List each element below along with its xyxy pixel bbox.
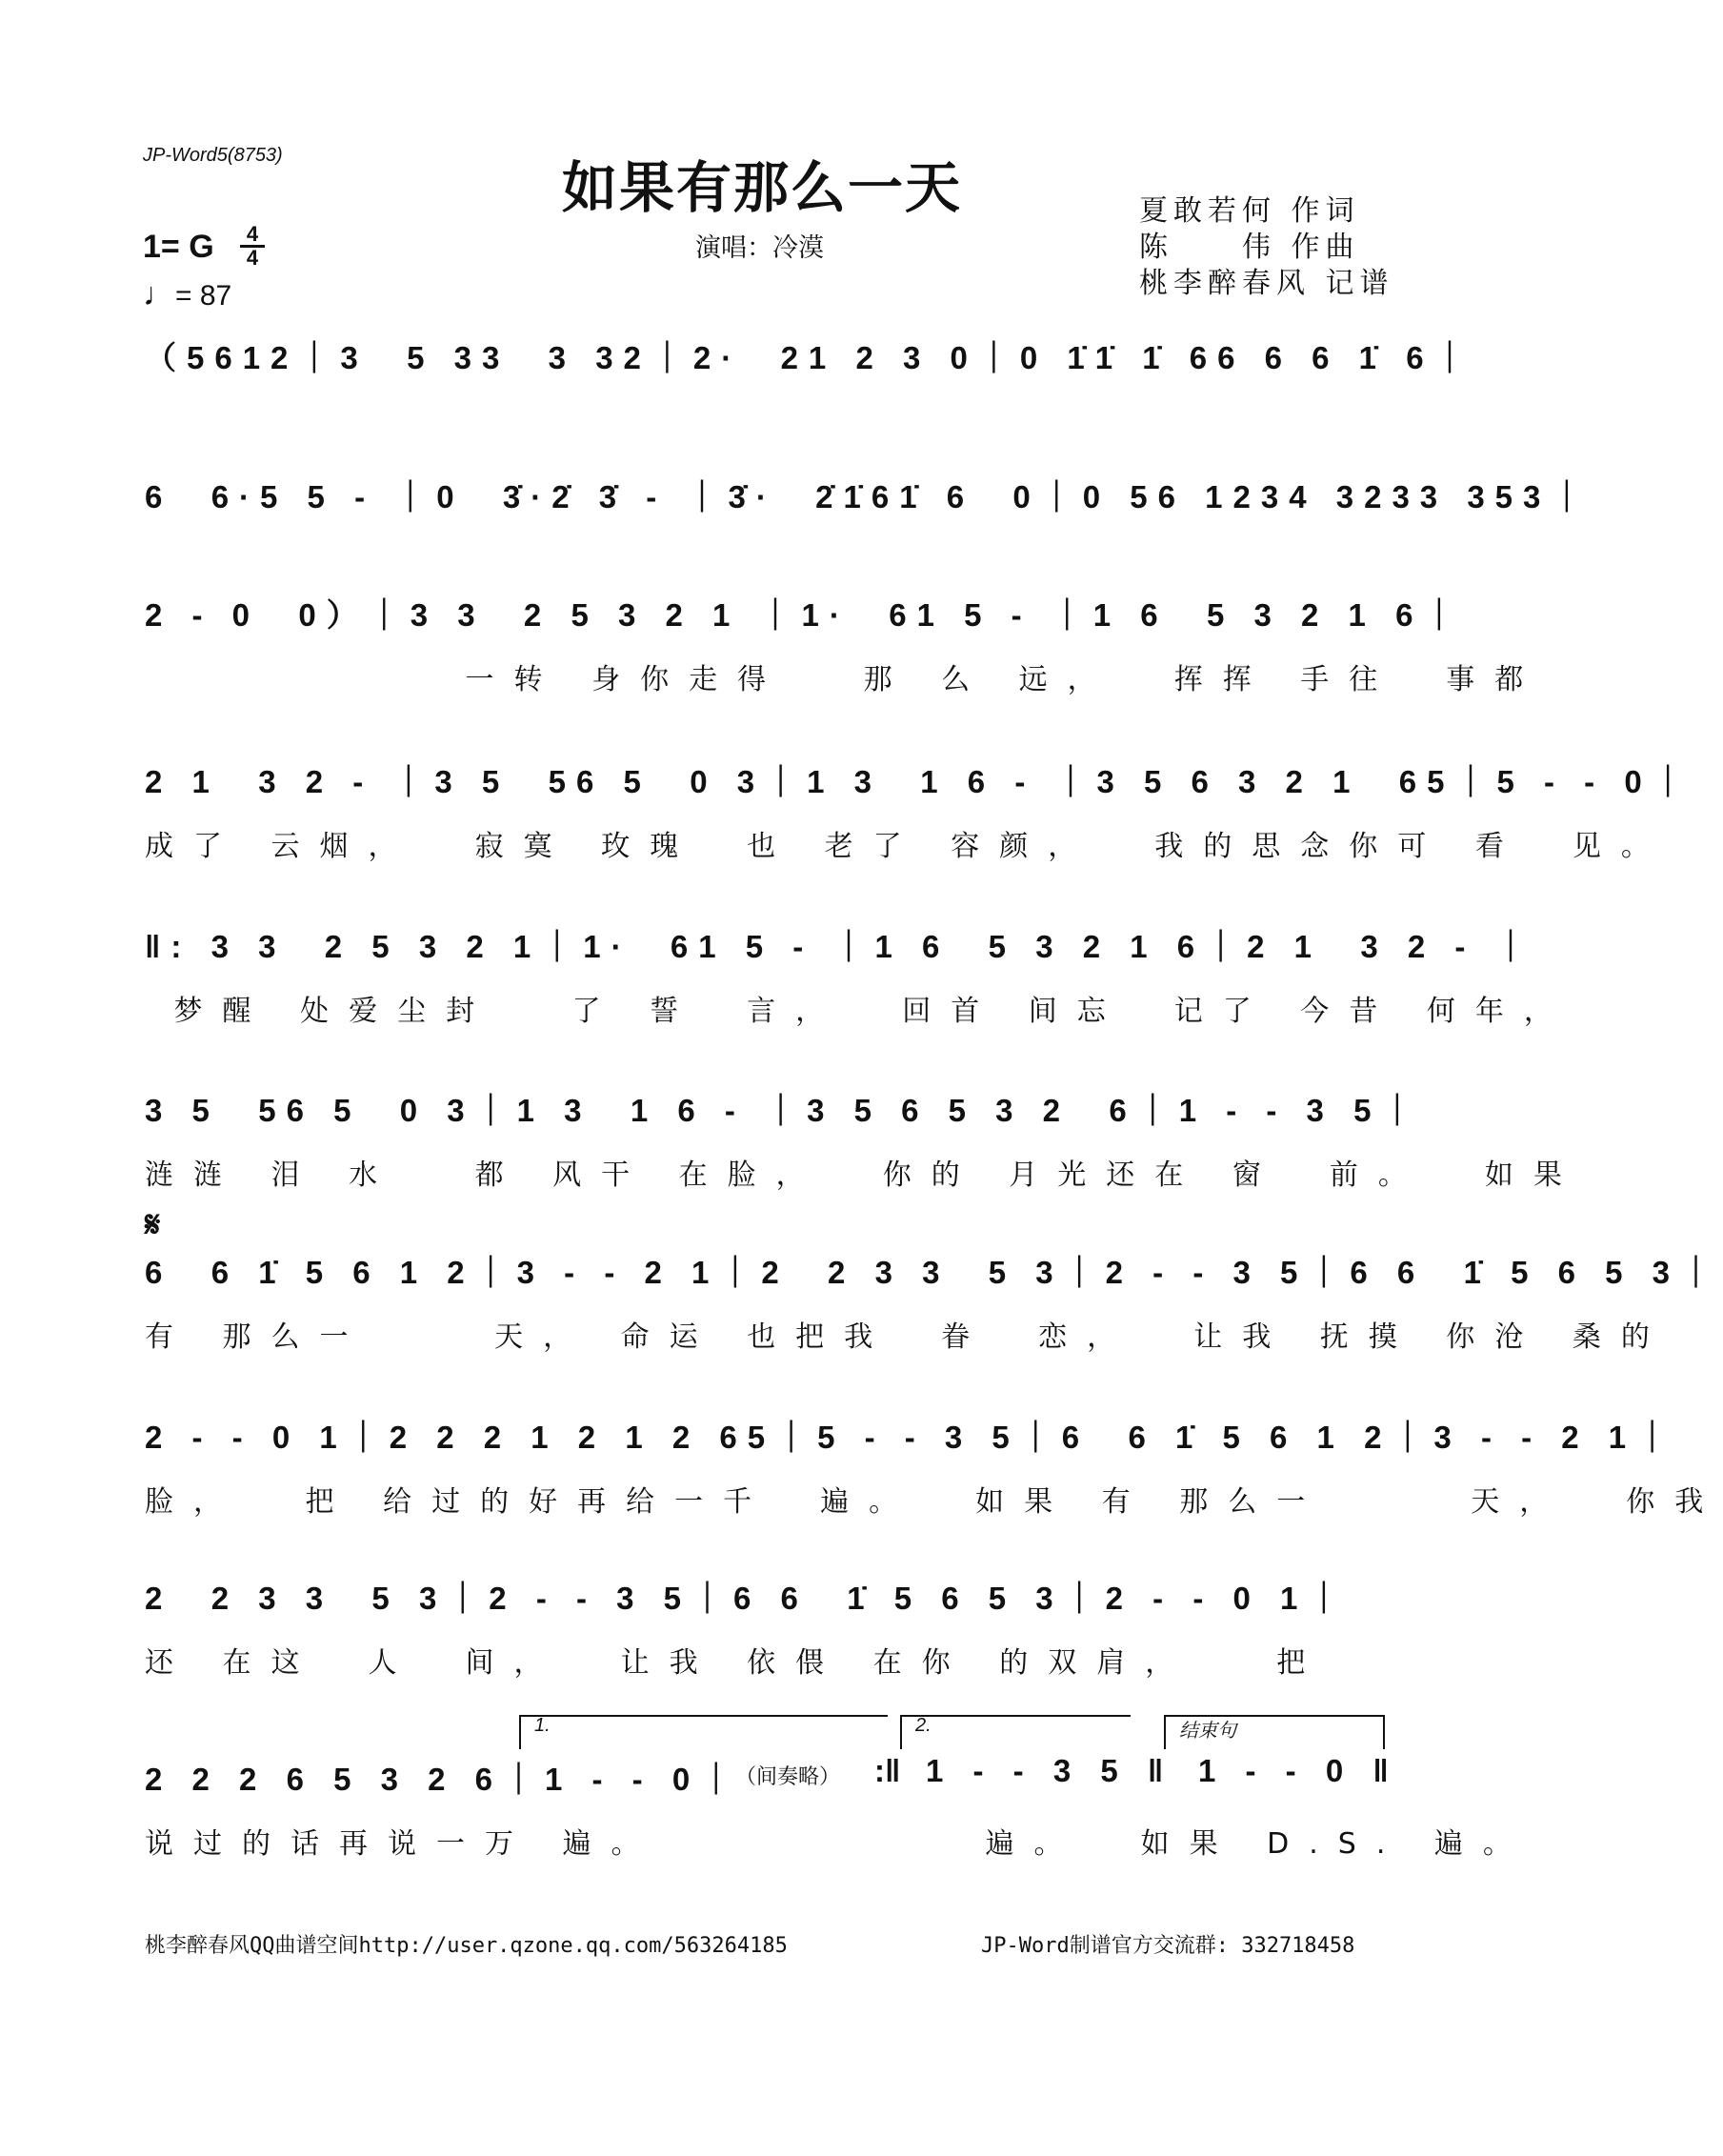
interlude-note: （间奏略）: [735, 1765, 841, 1789]
version-label: JP-Word5(8753): [143, 145, 283, 166]
tempo-value: = 87: [175, 280, 232, 312]
ending-2-notes: 1 - - 3 5 ‖: [926, 1753, 1174, 1788]
lyric-line: 梦醒 处爱尘封 了 誓 言， 回首 间忘 记了 今昔 何年，: [145, 995, 1573, 1028]
key-signature: 1= G: [143, 229, 214, 265]
notes-line: 2 - 0 0）｜3 3 2 5 3 2 1 ｜1· 61 5 - ｜1 6 5 3 2 1 6｜: [145, 597, 1466, 633]
lyric-line: 一转 身你走得 那 么 远， 挥挥 手往 事都: [145, 663, 1544, 696]
notes-line: 6 6 1̇ 5 6 1 2｜3 - - 2 1｜2 2 3 3 5 3｜2 - - 3 5｜6 6 1̇ 5 6 5 3｜: [145, 1255, 1723, 1290]
composer-credit: 陈 伟 作曲: [1139, 231, 1360, 264]
singer-label: 演唱：冷漠: [695, 233, 824, 263]
notes-line: 2 1 3 2 - ｜3 5 56 5 0 3｜1 3 1 6 - ｜3 5 6 3 2 1 65｜5 - - 0｜: [145, 764, 1694, 799]
tempo-marking: [143, 276, 231, 313]
volta-3-label: 结束句: [1179, 1721, 1236, 1742]
volta-3-bracket: [1164, 1715, 1385, 1749]
notes-line: 2 - - 0 1｜2 2 2 1 2 1 2 65｜5 - - 3 5｜6 6 1̇ 5 6 1 2｜3 - - 2 1｜: [145, 1420, 1679, 1455]
notes-line: 3 5 56 5 0 3｜1 3 1 6 - ｜3 5 6 5 3 2 6｜1 - - 3 5｜: [145, 1093, 1424, 1128]
song-title: 如果有那么一天: [561, 155, 962, 220]
segno-sign: 𝄋: [145, 1202, 161, 1245]
final-ending-notes: 1 - - 0 ‖: [1198, 1753, 1399, 1788]
volta-2-label: 2.: [915, 1715, 932, 1736]
notes-line: 2 2 3 3 5 3｜2 - - 3 5｜6 6 1̇ 5 6 5 3｜2 - - 0 1｜: [145, 1581, 1351, 1616]
lyric-line: 有 那么一 天， 命运 也把我 眷 恋， 让我 抚摸 你沧 桑的: [145, 1320, 1670, 1354]
time-sig-bottom: 4: [246, 246, 259, 270]
footer-right: JP-Word制谱官方交流群: 332718458: [981, 1934, 1355, 1958]
lyric-line: 还 在这 人 间， 让我 依偎 在你 的双肩， 把: [145, 1646, 1326, 1680]
time-signature: [240, 222, 265, 270]
lyric-line: 成了 云烟， 寂寞 玫瑰 也 老了 容颜， 我的思念你可 看 见。: [145, 830, 1670, 863]
quarter-note-icon: ♩: [143, 276, 175, 312]
volta-2-bracket: [900, 1715, 1131, 1749]
lyric-line: 说过的话再说一万 遍。 遍。 如果 D.S. 遍。: [145, 1827, 1532, 1861]
footer-left: 桃李醉春风QQ曲谱空间http://user.qzone.qq.com/563264185: [145, 1934, 788, 1958]
lyric-line: 脸， 把 给过的好再给一千 遍。 如果 有 那么一 天， 你我: [145, 1485, 1723, 1519]
notes-line: 6 6·5 5 - ｜0 3̇·2̇ 3̇ - ｜3̇· 2̇1̇61̇ 6 0｜0 56 1234 3233 353｜: [145, 479, 1593, 514]
lyricist-credit: 夏敢若何 作词: [1139, 194, 1360, 228]
lyric-line: 涟涟 泪 水 都 风干 在脸， 你的 月光还在 窗 前。 如果: [145, 1159, 1582, 1192]
time-sig-top: 4: [246, 222, 259, 246]
volta-1-bracket: [519, 1715, 888, 1749]
notes-line: （5612｜3 5 33 3 32｜2· 21 2 3 0｜0 1̇1̇ 1̇ 66 6 6 1̇ 6｜: [145, 340, 1476, 375]
notes-line: ‖: 3 3 2 5 3 2 1｜1· 61 5 - ｜1 6 5 3 2 1 6｜2 1 3 2 - ｜: [145, 929, 1537, 964]
notes-line: 2 2 2 6 5 3 2 6｜1 - - 0｜: [145, 1762, 743, 1797]
transcriber-credit: 桃李醉春风 记谱: [1139, 267, 1394, 300]
repeat-end-sign: :‖: [874, 1753, 901, 1788]
volta-1-label: 1.: [534, 1715, 551, 1736]
